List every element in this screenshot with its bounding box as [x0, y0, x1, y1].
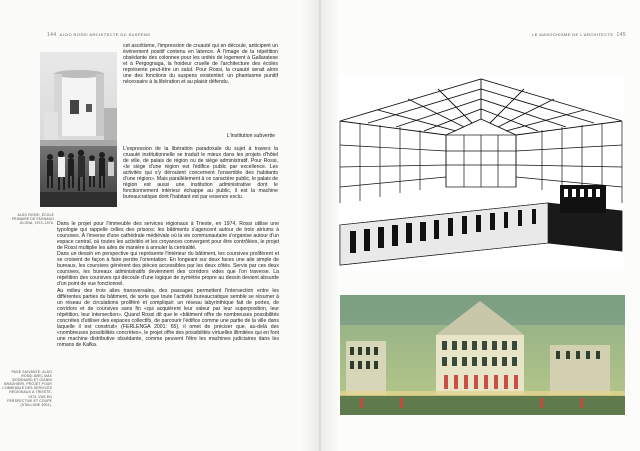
paragraph-mid	[123, 146, 278, 200]
school-photograph-image	[40, 52, 117, 207]
photo-caption: ALDO ROSSI, ÉCOLE PRIMAIRE DE FAGNANO OLONA, 1972–1976.	[11, 213, 54, 226]
perspective-drawing	[338, 75, 624, 271]
paragraph: Dans un dessin en perspective qui représente l'intérieur du bâtiment, les coursives prolifèrent et se croisent de façon à faire perdre l'orientation. En longeant sur deux faces une aile simple de bureaux, les coursives génèrent des pièces accessibles par les deux côtés. Servis par ces deux coursives, les bureaux administratifs deviennent des corridors vides que l'on traverse. La répétition des coursives qui découle d'une logique de symétrie propre au dessin devient absurde d'un point de vue fonctionnel.	[57, 251, 279, 288]
perspective-drawing-image	[338, 75, 624, 271]
right-running-head-title: LE MASOCHISME DE L'ARCHITECTE	[532, 32, 614, 37]
school-photograph	[40, 52, 117, 207]
paragraph: Dans le projet pour l'immeuble des services régionaux à Trieste, en 1974, Rossi utilise une typologie qui rappelle celles des prisons: les bâtiments s'agencent autour de trois atriums à coursives. À l'inverse d'une cathédrale médiévale où la vie communautaire s'organise autour d'un espace central, où toutes les activités et les croyances convergent pour être contrôlées, le projet de Rossi multiplie les ailes de manière à annuler la centralité.	[57, 221, 279, 252]
paragraph: L'expression de la libération paradoxale du sujet à travers la cruauté institutionnelle se traduit le mieux dans les projets d'hôtel de ville, de palais de région ou de siège administratif. Pour Rossi, «le siège d'une région est l'édifice public par excellence. Les activités qui s'y déroulent concernent l'ensemble des habitants d'une région». Mais parallèlement à ce caractère public, le palais de région est aussi une institution administrative dont le fonctionnement intérieur échappe au public, il est la machine bureaucratique dont l'habitant est par essence exclu.	[123, 146, 278, 201]
paragraph-top	[123, 43, 278, 85]
paragraph-bottom	[57, 221, 279, 348]
right-page-number: 145	[616, 32, 626, 38]
paragraph: cet ascétisme, l'impression de cruauté qui en découle, anticipent un événement positif contenu en latence. À l'image de la répétition obsédante des colonnes pour les unités de logement à Gallaratese et à Pergognaga, la froideur cruelle de l'architecture des écoles représente peut-être un salut. Pour Rossi, la cruauté serait alors une des fonctions du suspens existentiel: un phantasme punitif nécessaire à la libération et au plaisir défendu.	[123, 43, 278, 86]
drawing-caption: PAGE SUIVANTE: ALDO ROSSI AVEC MAX BOSSHARD ET GIANNI BRAGHIERI, PROJET POUR L'IMMEUBLE DES SERVICES RÉGIONAUX À TRIESTE, 1974. VUE EN PERSPECTIVE ET COUPE (STALLONE 2001).	[2, 370, 52, 407]
section-subheading: L'institution subvertie	[226, 133, 275, 139]
left-running-head-title: ALDO ROSSI ARCHITECTE DU SUSPENS	[59, 32, 151, 37]
watercolor-painting-image	[340, 295, 625, 415]
watercolor-painting	[340, 295, 625, 415]
left-page-number: 144	[47, 32, 57, 38]
left-running-head	[47, 32, 150, 38]
book-gutter	[300, 0, 340, 451]
paragraph: Au milieu des trois ailes transversales, des passages permettent l'intersection entre les différentes parties du bâtiment, de sorte que toute l'activité bureaucratique semble se résumer à un réseau de circulations proliféré et compliqué: un réseau labyrinthique fait de portes, de corridors et de coursives sans fin «qui acquièrent leur valeur par leur superposition, leur répétition, leur intersection». Quand Rossi dit que le «bâtiment offre de nombreuses possibilités concrètes d'utiliser des espaces collectifs, de parcourir l'édifice comme une partie de la ville dans laquelle il est construit» (FERLENGA 2001: 65), il omet de préciser que, au-delà des «nombreuses possibilités concrètes», le projet offre des possibilités virtuelles illimitées qui en font une machine distributive obsédante, comme peuvent l'être les machines judiciaires dans les romans de Kafka.	[57, 287, 279, 348]
right-running-head	[532, 32, 626, 38]
